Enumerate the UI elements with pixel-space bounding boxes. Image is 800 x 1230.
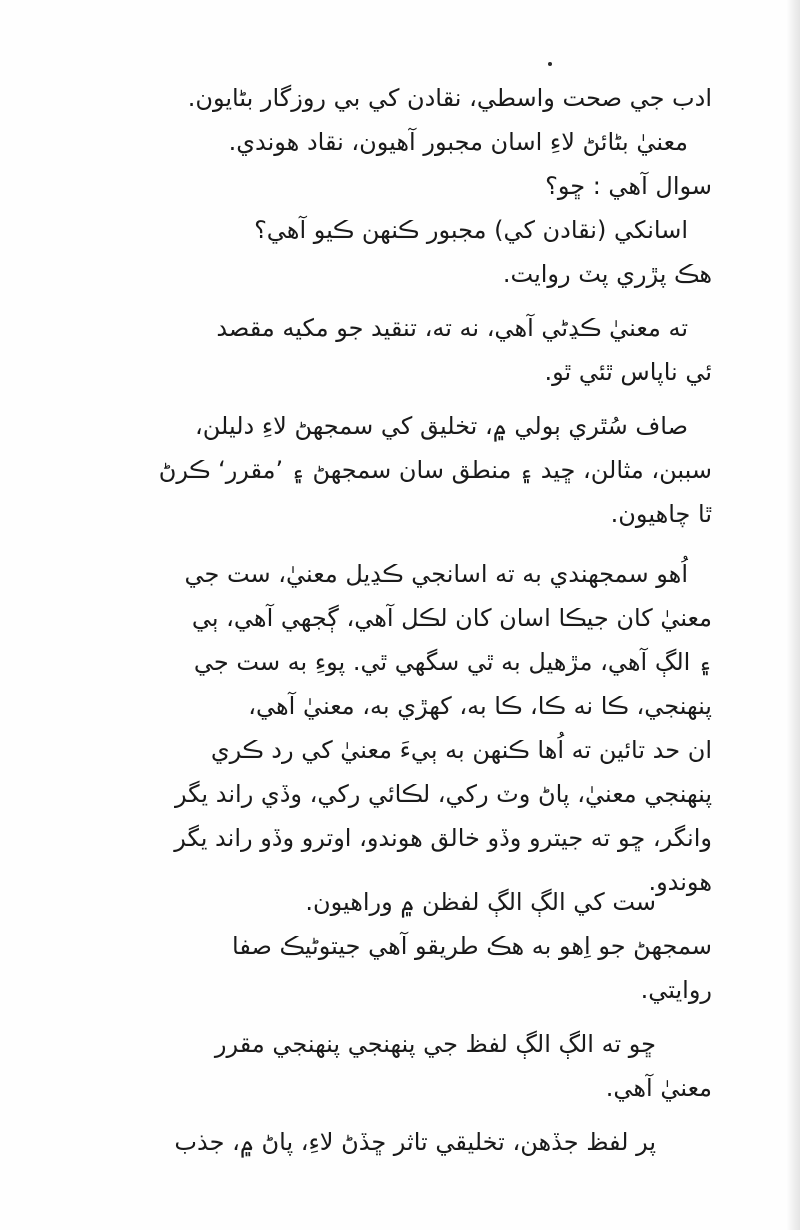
text-line: معنيٰ بڻائڻ لاءِ اسان مجبور آهيون، نقاد هوندي. xyxy=(228,128,688,156)
text-line: وانگر، ڇو ته جيترو وڏو خالق هوندو، اوترو وڏو راند يگر xyxy=(174,824,712,852)
section-one xyxy=(72,76,712,904)
text-line: هڪ پڙري پٽ روايت. xyxy=(502,260,712,288)
paper-speck xyxy=(548,62,552,66)
text-line: ڇو ته الڳ الڳ لفظ جي پنهنجي پنهنجي مقرر xyxy=(214,1030,656,1058)
text-line: پنهنجي معنيٰ، پاڻ وٽ رکي، لڪائي رکي، وڏي راند يگر xyxy=(174,780,712,808)
text-line: ۽ الڳ آهي، مڙهيل به ٿي سگهي ٿي. پوءِ به ست جي xyxy=(193,648,712,676)
page-edge-shadow xyxy=(786,0,800,1230)
text-line: اسانکي (نقادن کي) مجبور ڪنهن ڪيو آهي؟ xyxy=(254,216,688,244)
text-line: ئي ناپاس ٿئي ٿو. xyxy=(544,358,712,386)
text-line: ادب جي صحت واسطي، نقادن کي بي روزگار بڻايون. xyxy=(187,84,712,112)
section-two xyxy=(72,880,712,1164)
text-line: ست کي الڳ الڳ لفظن ۾ وراهيون. xyxy=(305,888,656,916)
text-line: صاف سُٿري ٻولي ۾، تخليق کي سمجهڻ لاءِ دليلن، xyxy=(195,412,688,440)
text-line: پر لفظ جڏهن، تخليقي تاثر ڇڏڻ لاءِ، پاڻ ۾، جذب xyxy=(174,1128,656,1156)
text-line: ان حد تائين ته اُها ڪنهن به ٻيءَ معنيٰ کي رد ڪري xyxy=(210,736,712,764)
text-line: پنهنجي، ڪا نه ڪا، ڪا به، کھڙي به، معنيٰ آهي، xyxy=(248,692,712,720)
text-line: ٿا چاهيون. xyxy=(610,500,712,528)
text-line: روايتي. xyxy=(640,976,712,1004)
text-line: سببن، مثالن، ڇيد ۽ منطق سان سمجهڻ ۽ ’مقرر‘ ڪرڻ xyxy=(158,456,712,484)
text-line: معنيٰ کان جيڪا اسان کان لڪل آهي، ڳجهي آهي، ٻي xyxy=(191,604,712,632)
text-line: سمجهڻ جو اِهو به هڪ طريقو آهي جيتوڻيڪ صفا xyxy=(232,932,712,960)
text-line: ته معنيٰ ڪڍڻي آهي، نه ته، تنقيد جو مکيه مقصد xyxy=(216,314,688,342)
text-line: هوندو. xyxy=(648,868,712,896)
text-line: سوال آهي : ڇو؟ xyxy=(545,172,712,200)
text-line: اُهو سمجهندي به ته اسانجي ڪڍيل معنيٰ، ست جي xyxy=(184,560,688,588)
text-line: معنيٰ آهي. xyxy=(605,1074,712,1102)
